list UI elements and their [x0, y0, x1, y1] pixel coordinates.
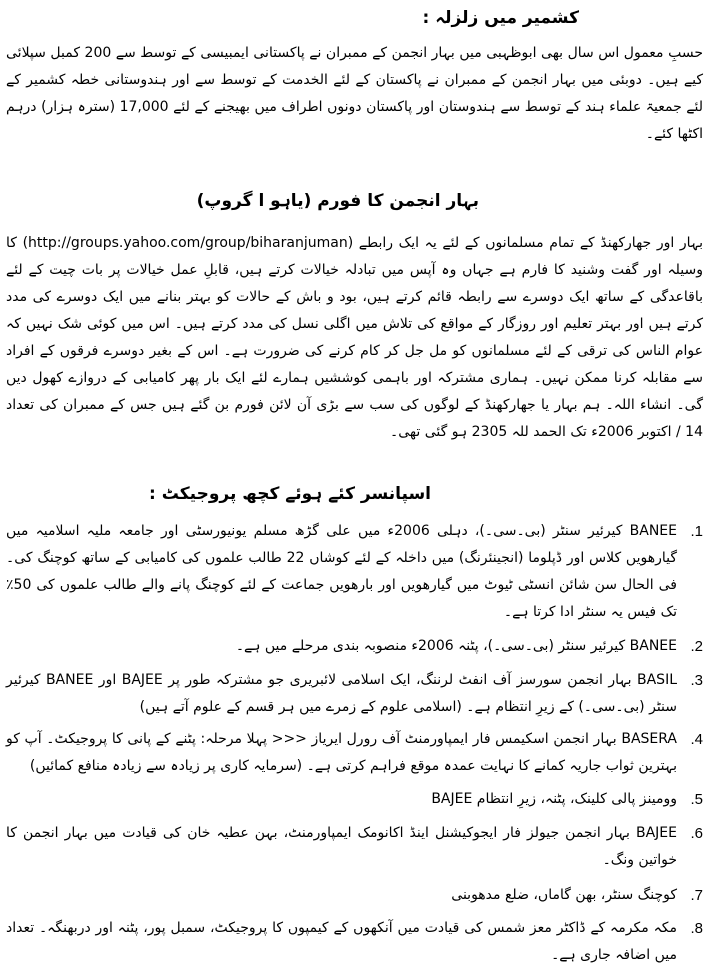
item-text: مکہ مکرمہ کے ڈاکٹر معز شمس کی قیادت میں آنکھوں کے کیمپوں کا پروجیکٹ، سمبل پور، پٹنہ اور دربھنگہ۔ تعداد میں اضافہ جاری ہے۔ — [6, 920, 677, 963]
item-text: BASIL بہار انجمن سورسز آف انفٹ لرننگ، ایک اسلامی لائبریری جو مشترکہ طور پر BAJEE اور BANEE کیرئیر سنٹر (بی۔سی۔) کے زیرِ انتظام ہے۔ (اسلامی علوم کے زمرے میں ہر قسم کے علوم آتے ہیں) — [6, 672, 677, 715]
project-item — [6, 726, 703, 780]
kashmir-heading: کشمیر میں زلزلہ : — [422, 8, 579, 28]
kashmir-paragraph: حسبِ معمول اس سال بھی ابوظہبی میں بہار انجمن کے ممبران نے پاکستانی ایمبیسی کے توسط سے 200 کمبل سپلائی کیے ہیں۔ دوبئی میں بہار انجمن کے ممبران نے پاکستان کے لئے الخدمت کے توسط سے اور ہندوستانی خطہ کشمیر کے لئے جمعیۃ علماء ہند کے توسط سے ہندوستان اور پاکستان دونوں اطراف میں بھیجنے کے لئے 17,000 (سترہ ہزار) درہم اکٹھا کئے۔ — [6, 45, 703, 142]
project-item — [6, 820, 703, 874]
project-item — [6, 667, 703, 721]
item-text: کوچنگ سنٹر، بھن گاماں، ضلع مدھوبنی — [451, 887, 677, 903]
item-number: 6. — [690, 825, 703, 842]
project-item — [6, 882, 703, 909]
item-number: 7. — [690, 887, 703, 904]
item-number: 1. — [690, 523, 703, 540]
projects-heading: اسپانسر کئے ہوئے کچھ پروجیکٹ : — [149, 484, 431, 504]
item-number: 4. — [690, 731, 703, 748]
item-number: 5. — [690, 791, 703, 808]
item-text: BANEE کیرئیر سنٹر (بی۔سی۔)، پٹنہ 2006ء منصوبہ بندی مرحلے میں ہے۔ — [235, 638, 677, 654]
item-number: 3. — [690, 672, 703, 689]
project-item — [6, 786, 703, 813]
projects-list — [6, 518, 703, 969]
project-item — [6, 633, 703, 660]
item-text: وومینز پالی کلینک، پٹنہ، زیرِ انتظام BAJEE — [431, 791, 677, 807]
item-text: BAJEE بہار انجمن جیولز فار ایجوکیشنل اینڈ اکانومک ایمپاورمنٹ، بہن عطیہ خان کی قیادت میں بہار انجمن کا خواتین ونگ۔ — [6, 825, 677, 868]
forum-paragraph: بہار اور جھارکھنڈ کے تمام مسلمانوں کے لئے یہ ایک رابطے (http://groups.yahoo.com/group/biharanjuman) کا وسیلہ اور گفت وشنید کا فارم ہے جہاں وہ آپس میں تبادلہ خیالات کرتے ہیں، قابلِ عمل خیالات پر بات چیت کے لئے باقاعدگی کے ساتھ ایک دوسرے سے رابطہ قائم کرتے ہیں، بود و باش کے حالات کو بہتر بنانے میں ایک دوسرے کی مدد کرتے ہیں اور بہتر تعلیم اور روزگار کے مواقع کی تلاش میں اگلی نسل کی مدد کرتے ہیں۔ اس میں کوئی شک نہیں کہ عوام الناس کی ترقی کے لئے مسلمانوں کو مل جل کر کام کرنے کی ضرورت ہے۔ اس کے بغیر دوسرے فرقوں کے افراد سے مقابلہ کرنا ممکن نہیں۔ ہماری مشترکہ اور باہمی کوششیں ہمارے لئے ایک بار پھر کامیابی کے دروازے کھول دیں گی۔ انشاء اللہ۔ ہم بہار یا جھارکھنڈ کے لوگوں کی سب سے بڑی آن لائن فورم بن گئے ہیں جس کے ممبران کی تعداد 14 / اکتوبر 2006ء تک الحمد للہ 2305 ہو گئی تھی۔ — [6, 235, 703, 440]
forum-heading: بہار انجمن کا فورم (یاہو ا گروپ) — [196, 191, 479, 211]
item-number: 8. — [690, 920, 703, 937]
project-item — [6, 518, 703, 626]
item-text: BASERA بہار انجمن اسکیمس فار ایمپاورمنٹ آف رورل ایریاز <<< پہلا مرحلہ: پٹنے کے پانی کا پروجیکٹ۔ آپ کو بہترین ثواب جاریہ کمانے کا نہایت عمدہ موقع فراہم کرتی ہے۔ (سرمایہ کاری پر زیادہ سے زیادہ منافع کمائیں) — [6, 731, 677, 774]
item-text: BANEE کیرئیر سنٹر (بی۔سی۔)، دہلی 2006ء میں علی گڑھ مسلم یونیورسٹی اور جامعہ ملیہ اسلامیہ میں گیارھویں کلاس اور ڈپلوما (انجینئرنگ) میں داخلہ کے لئے کوشاں 22 طالب علموں کی کامیابی کے ساتھ کوچنگ کی۔ فی الحال سن شائن انسٹی ٹیوٹ میں گیارھویں اور بارھویں جماعت کے لئے کوچنگ پانے والے طالب علموں کی 50٪ تک فیس یہ سنٹر ادا کرتا ہے۔ — [6, 523, 677, 620]
item-number: 2. — [690, 638, 703, 655]
